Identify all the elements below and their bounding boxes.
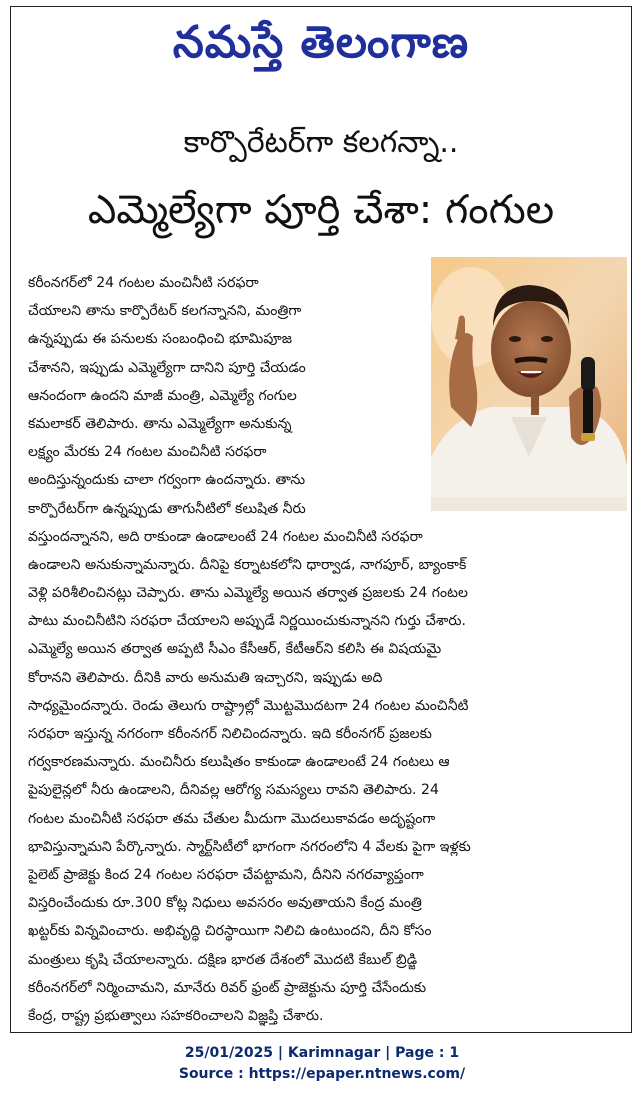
article-line: లక్ష్యం మేరకు 24 గంటల మంచినీటి సరఫరా	[28, 444, 267, 461]
article-line: అందిస్తున్నందుకు చాలా గర్వంగా ఉందన్నారు. తాను	[28, 472, 306, 489]
article-line: చేయాలని తాను కార్పొరేటర్‌ కలగన్నానని, మంత్రిగా	[28, 303, 302, 320]
article-line: కరీంనగర్‌లో 24 గంటల మంచినీటి సరఫరా	[28, 275, 259, 291]
article-line: గంటల మంచినీటి సరఫరా తమ చేతుల మీదుగా మొదలుకావడం అదృష్టంగా	[28, 810, 436, 827]
article-line: వెళ్లి పరిశీలించినట్లు చెప్పారు. తాను ఎమ్మెల్యే అయిన తర్వాత ప్రజలకు 24 గంటల	[28, 585, 468, 602]
article-line: కార్పొరేటర్‌గా ఉన్నప్పుడు తాగునీటిలో కలుషిత నీరు	[28, 500, 306, 517]
article-line: చేశానని, ఇప్పుడు ఎమ్మెల్యేగా దానిని పూర్తి చేయడం	[28, 359, 306, 376]
article-line: కోరానని తెలిపారు. దీనికి వారు అనుమతి ఇచ్చారని, ఇప్పుడు అది	[28, 669, 383, 686]
article-line: కమలాకర్‌ తెలిపారు. తాను ఎమ్మెల్యేగా అనుకున్న	[28, 415, 292, 432]
article-line: సాధ్యమైందన్నారు. రెండు తెలుగు రాష్ట్రాల్లో మొట్టమొదటగా 24 గంటల మంచినీటి	[28, 697, 469, 714]
article-line: పాటు మంచినీటిని సరఫరా చేయాలని అప్పుడే నిర్ణయించుకున్నానని గుర్తు చేశారు.	[28, 613, 467, 630]
masthead-title: నమస్తే తెలంగాణ	[172, 17, 470, 68]
article-line: మంత్రులు కృషి చేయాలన్నారు. దక్షిణ భారత దేశంలో మొదటి కేబుల్‌ బ్రిడ్జి	[28, 951, 418, 968]
article-line: గర్వకారణమన్నారు. మంచినీరు కలుషితం కాకుండా ఉండాలంటే 24 గంటలు ఆ	[28, 754, 450, 771]
footer-source: Source : https://epaper.ntnews.com/	[178, 1066, 466, 1082]
article-line: పైలెట్‌ ప్రాజెక్టు కింద 24 గంటల సరఫరా చేపట్టామని, దీనిని నగరవ్యాప్తంగా	[28, 866, 424, 883]
headline-line-1: కార్పొరేటర్‌గా కలగన్నా..	[183, 125, 459, 160]
article-line: ఉన్నప్పుడు ఈ పనులకు సంబంధించి భూమిపూజ	[28, 331, 293, 348]
clipping-frame	[10, 6, 632, 1033]
headline-line-2: ఎమ్మెల్యేగా పూర్తి చేశా: గంగుల	[87, 187, 555, 233]
article-body	[28, 269, 628, 1030]
article-line: పైపులైన్లలో నీరు ఉండాలని, దీనివల్ల ఆరోగ్య సమస్యలు రావని తెలిపారు. 24	[28, 782, 439, 799]
article-wrap-section	[28, 269, 628, 523]
article-line: సరఫరా ఇస్తున్న నగరంగా కరీంనగర్‌ నిలిచిందన్నారు. ఇది కరీంనగర్‌ ప్రజలకు	[28, 726, 432, 742]
article-line: ఆనందంగా ఉందని మాజీ మంత్రి, ఎమ్మెల్యే గంగుల	[28, 387, 297, 404]
article-line: వస్తుందన్నానని, అది రాకుండా ఉండాలంటే 24 గంటల మంచినీటి సరఫరా	[28, 528, 423, 545]
article-line: ఎమ్మెల్యే అయిన తర్వాత అప్పటి సీఎం కేసీఆర్‌, కేటీఆర్‌ని కలిసి ఈ విషయమై	[28, 641, 442, 658]
footer	[0, 1043, 644, 1085]
article-line: ఖట్టర్‌కు విన్నవించారు. అభివృద్ధి చిరస్థాయిగా నిలిచి ఉంటుందని, దీని కోసం	[28, 923, 432, 940]
article-line: ఉండాలని అనుకున్నామన్నారు. దీనిపై కర్నాటకలోని ధార్వాడ, నాగపూర్‌, బ్యాంకాక్‌	[28, 556, 467, 573]
article-full-section	[28, 523, 628, 1030]
article-line: కరీంనగర్‌లో నిర్మించామని, మానేరు రివర్‌ ఫ్రంట్‌ ప్రాజెక్టును పూర్తి చేసేందుకు	[28, 979, 427, 996]
article-line: విస్తరించేందుకు రూ.300 కోట్ల నిధులు అవసరం అవుతాయని కేంద్ర మంత్రి	[28, 895, 422, 912]
article-line: కేంద్ర, రాష్ట్ర ప్రభుత్వాలు సహకరించాలని విజ్ఞప్తి చేశారు.	[28, 1007, 324, 1024]
footer-date-edition: 25/01/2025 | Karimnagar | Page : 1	[184, 1045, 460, 1061]
article-line: భావిస్తున్నామని పేర్కొన్నారు. స్మార్ట్‌సిటీలో భాగంగా నగరంలోని 4 వేలకు పైగా ఇళ్లకు	[28, 838, 471, 855]
